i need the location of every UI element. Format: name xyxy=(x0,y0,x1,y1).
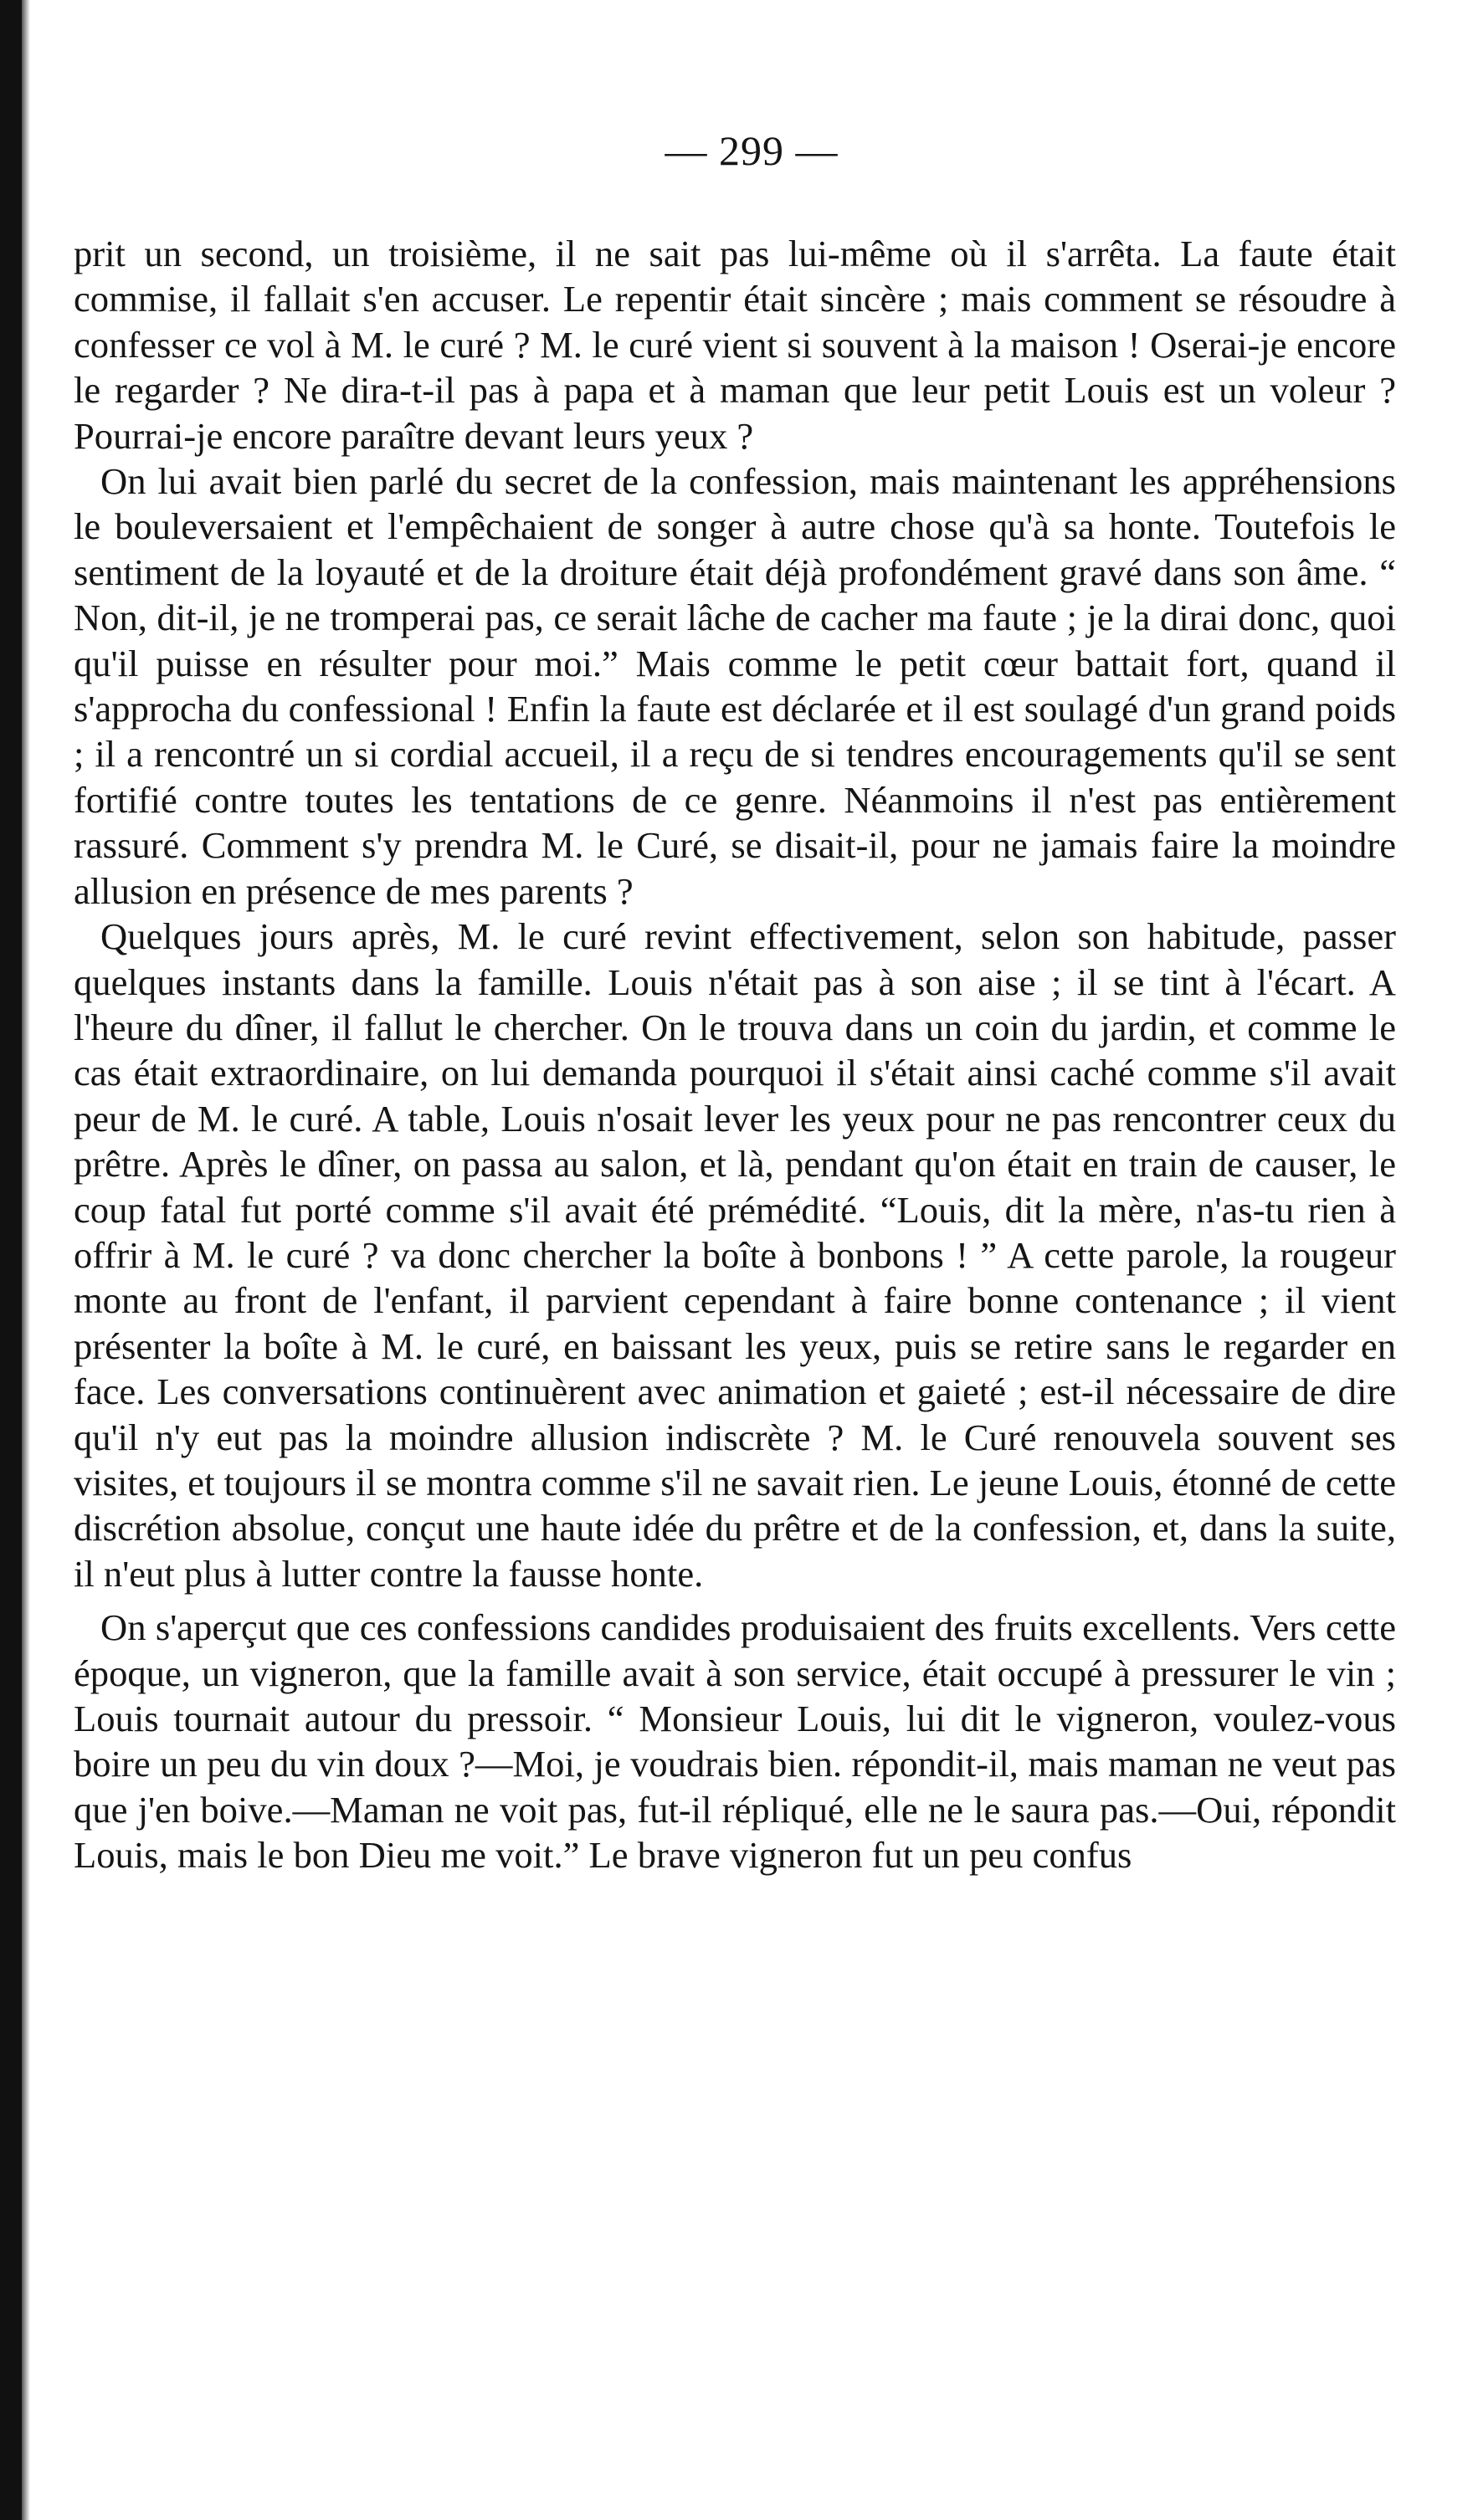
paragraph-2: On lui avait bien parlé du secret de la confession, mais maintenant les appréhensions le bouleversaient et l'empêchaient de songer à autre chose qu'à sa honte. Toutefois le sentiment de la loyauté et de la droiture était déjà profondément gravé dans son âme. “ Non, dit-il, je ne tromperai pas, ce serait lâche de cacher ma faute ; je la dirai donc, quoi qu'il puisse en résulter pour moi.” Mais comme le petit cœur battait fort, quand il s'approcha du confessional ! Enfin la faute est déclarée et il est soulagé d'un grand poids ; il a rencontré un si cordial accueil, il a reçu de si tendres encouragements qu'il se sent fortifié contre toutes les tentations de ce genre. Néanmoins il n'est pas entièrement rassuré. Comment s'y prendra M. le Curé, se disait-il, pour ne jamais faire la moindre allusion en présence de mes parents ? xyxy=(74,460,1396,912)
paragraph-1: prit un second, un troisième, il ne sait pas lui-même où il s'arrêta. La faute était commise, il fallait s'en accuser. Le repentir était sincère ; mais comment se résoudre à confesser ce vol à M. le curé ? M. le curé vient si souvent à la maison ! Oserai-je encore le regarder ? Ne dira-t-il pas à papa et à maman que leur petit Louis est un voleur ? Pourrai-je encore paraître devant leurs yeux ? xyxy=(74,233,1396,457)
page-body-text xyxy=(74,231,1396,1878)
book-page xyxy=(74,125,1396,1878)
paragraph-4: On s'aperçut que ces confessions candides produisaient des fruits excellents. Vers cette époque, un vigneron, que la famille avait à son service, était occupé à pressurer le vin ; Louis tournait autour du pressoir. “ Monsieur Louis, lui dit le vigneron, voulez-vous boire un peu du vin doux ?—Moi, je voudrais bien. répondit-il, mais maman ne veut pas que j'en boive.—Maman ne voit pas, fut-il répliqué, elle ne le saura pas.—Oui, répondit Louis, mais le bon Dieu me voit.” Le brave vigneron fut un peu confus xyxy=(74,1606,1396,1877)
paragraph-3: Quelques jours après, M. le curé revint effectivement, selon son habitude, passer quelques instants dans la famille. Louis n'était pas à son aise ; il se tint à l'écart. A l'heure du dîner, il fallut le chercher. On le trouva dans un coin du jardin, et comme le cas était extraordinaire, on lui demanda pourquoi il s'était ainsi caché comme s'il avait peur de M. le curé. A table, Louis n'osait lever les yeux pour ne pas rencontrer ceux du prêtre. Après le dîner, on passa au salon, et là, pendant qu'on était en train de causer, le coup fatal fut porté comme s'il avait été prémédité. “Louis, dit la mère, n'as-tu rien à offrir à M. le curé ? va donc chercher la boîte à bonbons ! ” A cette parole, la rougeur monte au front de l'enfant, il parvient cependant à faire bonne contenance ; il vient présenter la boîte à M. le curé, en baissant les yeux, puis se retire sans le regarder en face. Les conversations continuèrent avec animation et gaieté ; est-il nécessaire de dire qu'il n'y eut pas la moindre allusion indiscrète ? M. le Curé renouvela souvent ses visites, et toujours il se montra comme s'il ne savait rien. Le jeune Louis, étonné de cette discrétion absolue, conçut une haute idée du prêtre et de la confession, et, dans la suite, il n'eut plus à lutter contre la fausse honte. xyxy=(74,915,1396,1595)
scan-edge-shadow xyxy=(22,0,30,2520)
scan-page-edge xyxy=(0,0,22,2520)
page-number: — 299 — xyxy=(665,127,839,174)
